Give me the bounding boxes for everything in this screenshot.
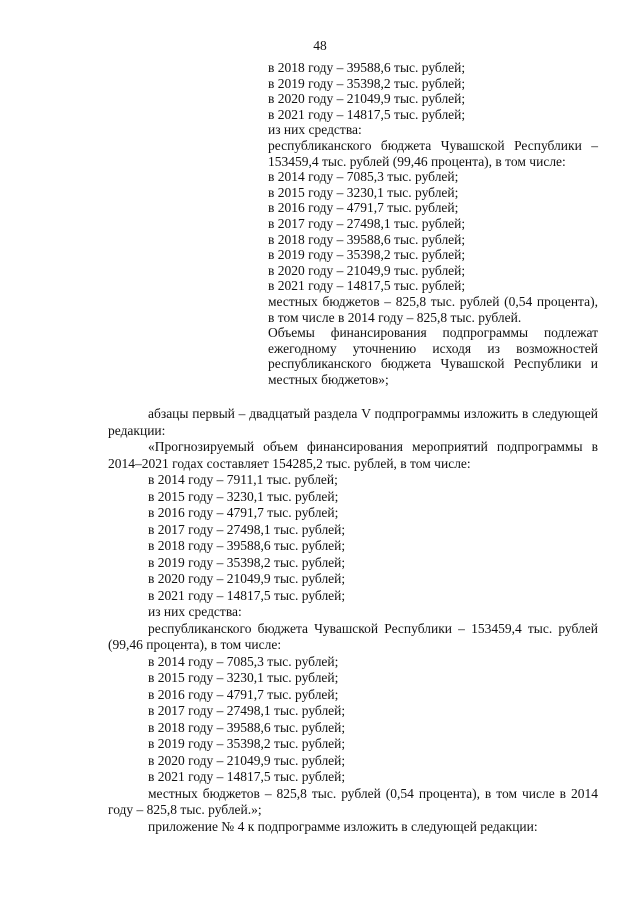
total-year-2021: в 2021 году – 14817,5 тыс. рублей; <box>148 587 346 603</box>
republic-budget-line: республиканского бюджета Чувашской Республики – 153459,4 тыс. рублей (99,46 процента), в том числе: <box>108 620 598 652</box>
total-year-2015: в 2015 году – 3230,1 тыс. рублей; <box>148 488 339 504</box>
total-year-2021: в 2021 году – 14817,5 тыс. рублей; <box>268 106 466 122</box>
republic-year-2017: в 2017 году – 27498,1 тыс. рублей; <box>268 215 466 231</box>
total-year-2018: в 2018 году – 39588,6 тыс. рублей; <box>268 60 466 75</box>
total-year-2020: в 2020 году – 21049,9 тыс. рублей; <box>148 571 346 586</box>
republic-year-2017: в 2017 году – 27498,1 тыс. рублей; <box>148 703 346 718</box>
total-year-2018: в 2018 году – 39588,6 тыс. рублей; <box>148 538 346 553</box>
financing-note: Объемы финансирования подпрограммы подлежат ежегодному уточнению исходя из возможностей республиканского бюджета Чувашской Республики и местных бюджетов»; <box>268 325 598 387</box>
total-year-2017: в 2017 году – 27498,1 тыс. рублей; <box>148 521 346 537</box>
republic-year-2014: в 2014 году – 7085,3 тыс. рублей; <box>268 169 459 185</box>
republic-budget-line: республиканского бюджета Чувашской Республики – 153459,4 тыс. рублей (99,46 процента), в том числе: <box>268 137 598 169</box>
sources-label: из них средства: <box>148 604 242 619</box>
total-year-2014: в 2014 году – 7911,1 тыс. рублей; <box>148 472 338 487</box>
republic-year-2019: в 2019 году – 35398,2 тыс. рублей; <box>268 247 466 263</box>
republic-year-2015: в 2015 году – 3230,1 тыс. рублей; <box>148 670 339 685</box>
total-year-2020: в 2020 году – 21049,9 тыс. рублей; <box>268 91 466 107</box>
sources-label: из них средства: <box>268 122 362 138</box>
republic-year-2016: в 2016 году – 4791,7 тыс. рублей; <box>268 200 459 216</box>
republic-year-2015: в 2015 году – 3230,1 тыс. рублей; <box>268 184 459 200</box>
total-year-2016: в 2016 году – 4791,7 тыс. рублей; <box>148 505 339 520</box>
appendix-line: приложение № 4 к подпрограмме изложить в следующей редакции: <box>148 818 538 834</box>
republic-year-2018: в 2018 году – 39588,6 тыс. рублей; <box>148 719 346 735</box>
passport-financing-block <box>268 60 598 387</box>
local-budgets-line: местных бюджетов – 825,8 тыс. рублей (0,54 процента), в том числе в 2014 году – 825,8 тыс. рублей.»; <box>108 785 598 817</box>
total-year-2019: в 2019 году – 35398,2 тыс. рублей; <box>148 554 346 570</box>
republic-year-2021: в 2021 году – 14817,5 тыс. рублей; <box>268 278 466 294</box>
republic-year-2021: в 2021 году – 14817,5 тыс. рублей; <box>148 769 346 784</box>
republic-year-2018: в 2018 году – 39588,6 тыс. рублей; <box>268 231 466 247</box>
section-v-amendment <box>108 406 598 835</box>
page-number: 48 <box>313 38 327 53</box>
total-year-2019: в 2019 году – 35398,2 тыс. рублей; <box>268 75 466 91</box>
republic-year-2020: в 2020 году – 21049,9 тыс. рублей; <box>148 752 346 768</box>
republic-year-2020: в 2020 году – 21049,9 тыс. рублей; <box>268 262 466 278</box>
republic-year-2016: в 2016 году – 4791,7 тыс. рублей; <box>148 686 339 702</box>
republic-year-2019: в 2019 году – 35398,2 тыс. рублей; <box>148 736 346 751</box>
amendment-intro: абзацы первый – двадцатый раздела V подпрограммы изложить в следующей редакции: <box>108 406 598 438</box>
republic-year-2014: в 2014 году – 7085,3 тыс. рублей; <box>148 653 339 669</box>
local-budgets-line: местных бюджетов – 825,8 тыс. рублей (0,54 процента), в том числе в 2014 году – 825,8 тыс. рублей. <box>268 293 598 325</box>
forecast-paragraph: «Прогнозируемый объем финансирования мероприятий подпрограммы в 2014–2021 годах составляет 154285,2 тыс. рублей, в том числе: <box>108 439 598 471</box>
